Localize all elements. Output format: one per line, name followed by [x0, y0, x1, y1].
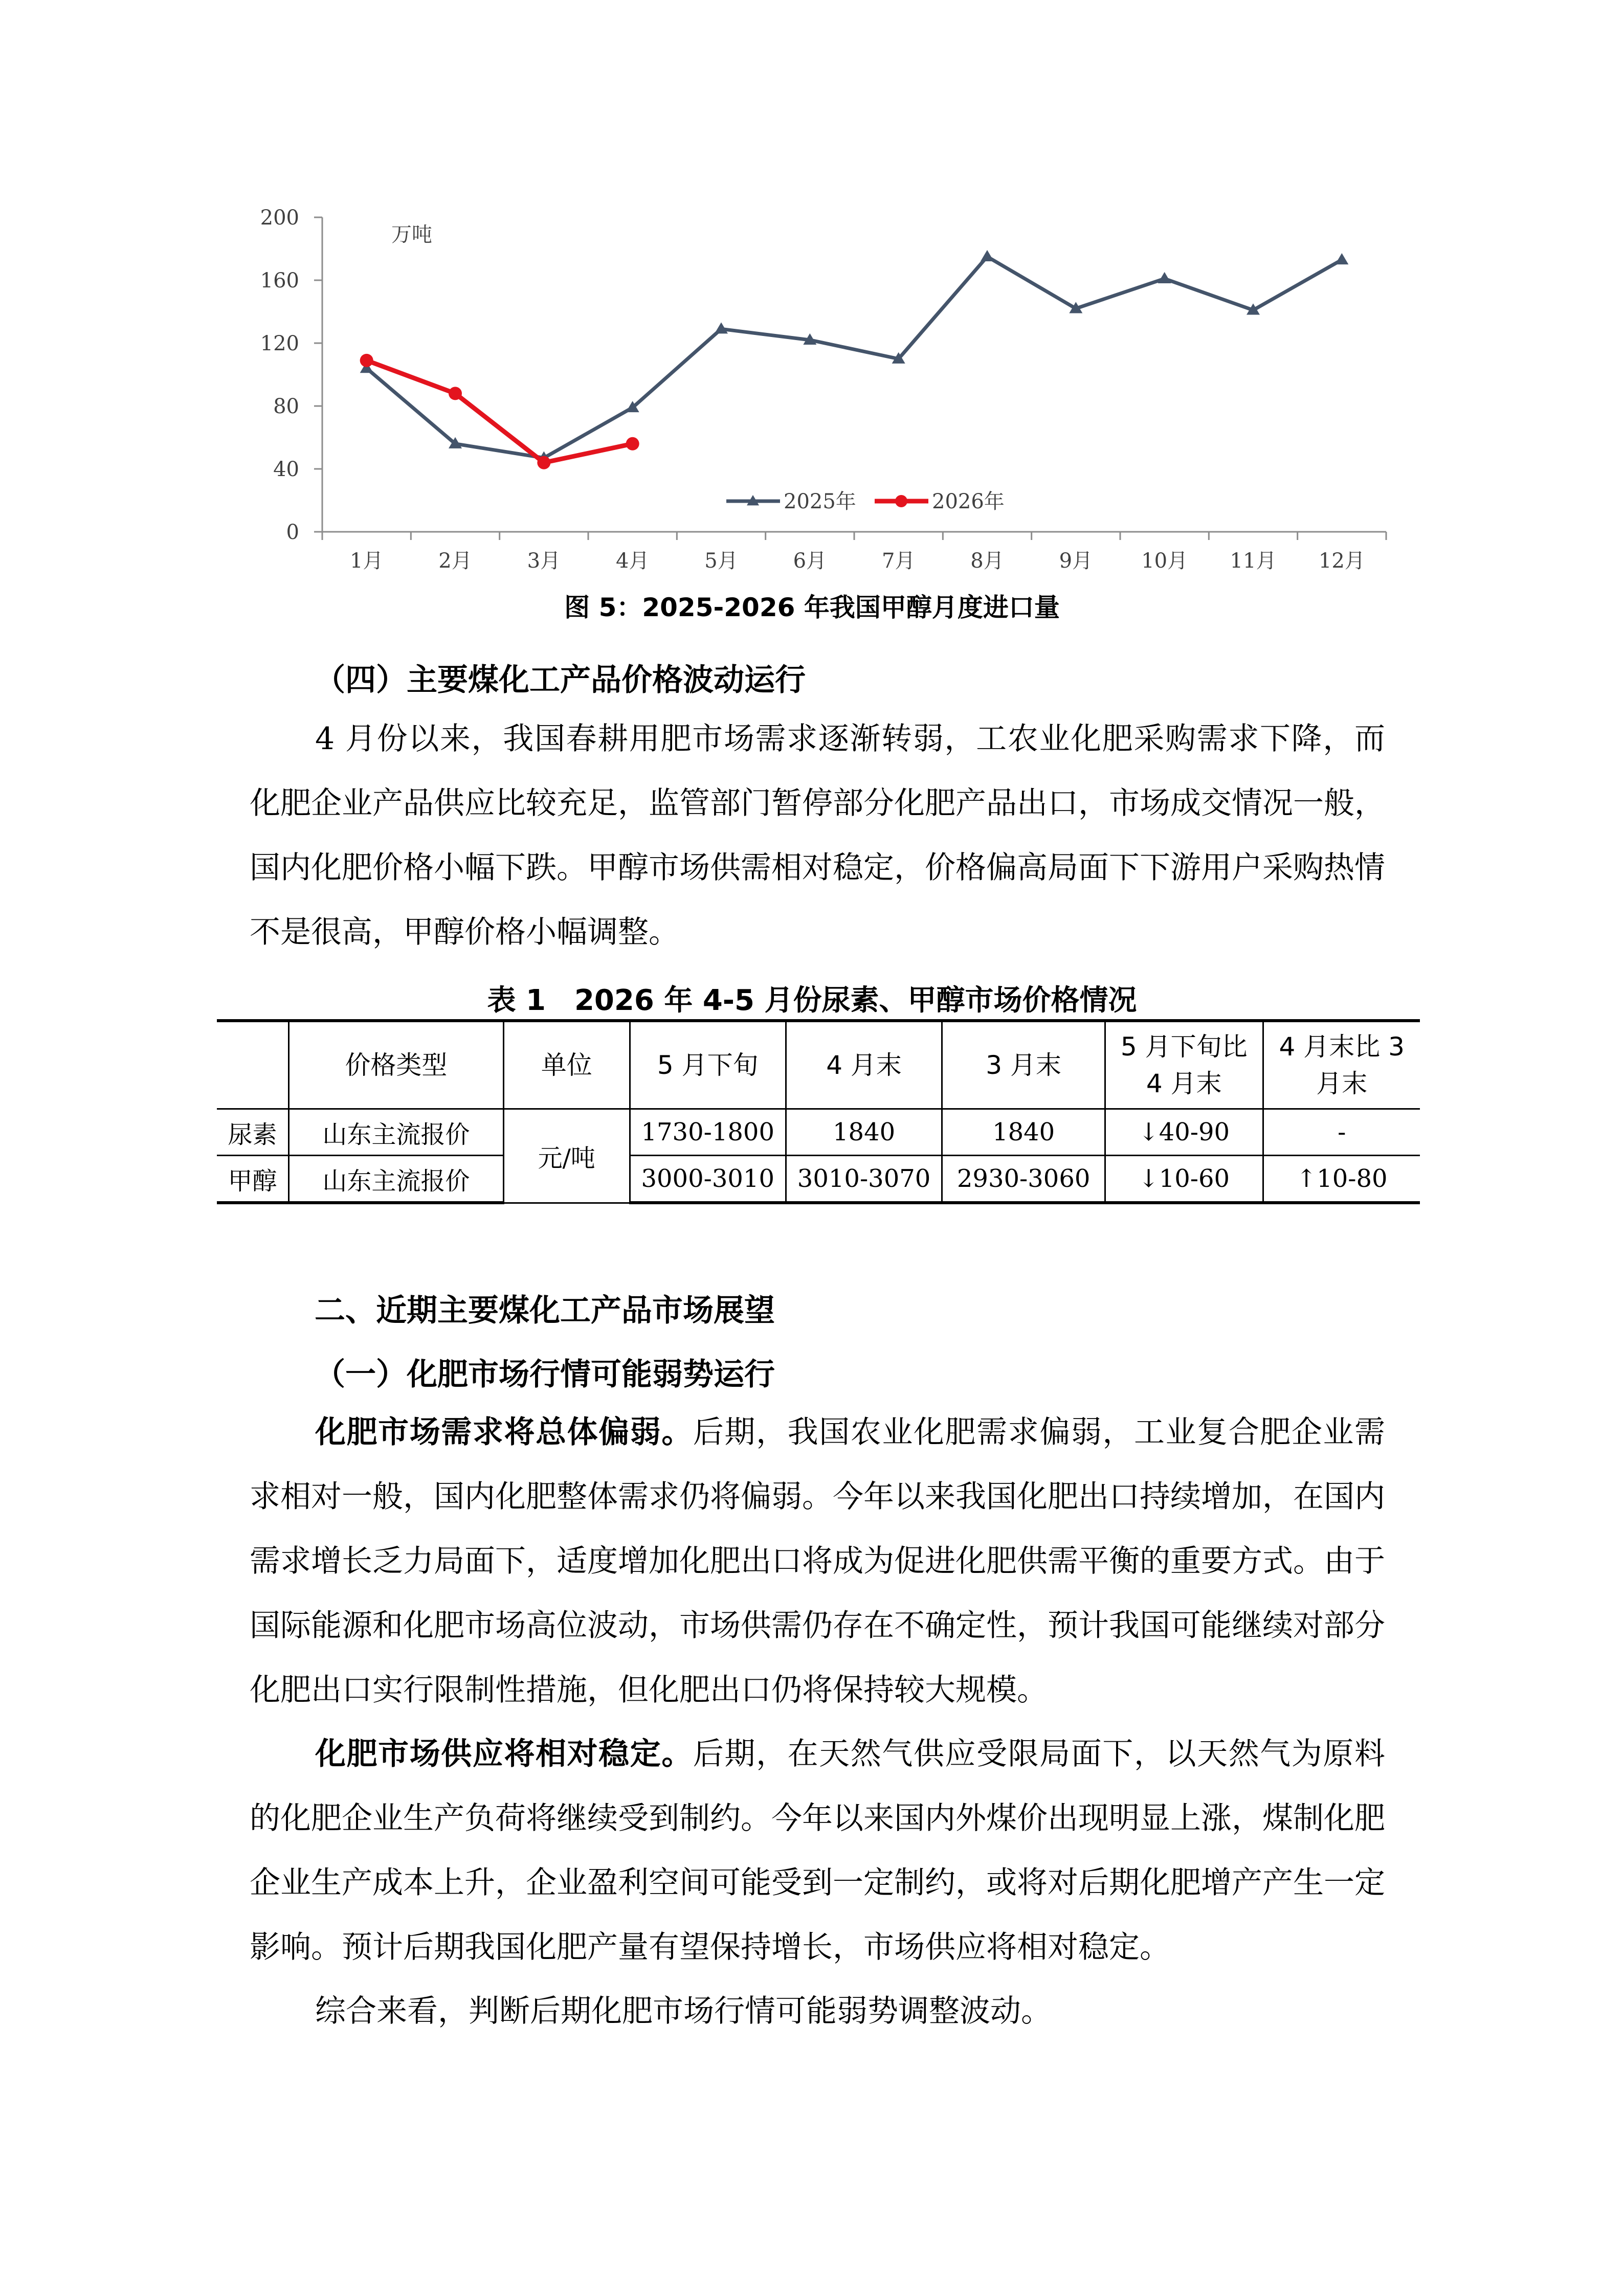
may-vs-apr-cell: ↓40-90: [1105, 1109, 1263, 1156]
x-tick-label: 10月: [1141, 549, 1188, 573]
supply-paragraph: [250, 1722, 1385, 1979]
end-mar-cell: 2930-3060: [942, 1156, 1105, 1203]
x-tick-label: 5月: [704, 549, 738, 573]
legend-label: 2025年: [784, 490, 856, 513]
apr-vs-mar-cell: -: [1263, 1109, 1420, 1156]
data-point: [981, 250, 994, 261]
data-point: [537, 456, 550, 469]
header-late-may: 5 月下旬: [630, 1021, 786, 1109]
x-axis: [322, 532, 1386, 573]
late-may-cell: 3000-3010: [630, 1156, 786, 1203]
data-point: [895, 495, 907, 507]
y-tick-label: 120: [260, 332, 299, 355]
x-tick-label: 12月: [1318, 549, 1365, 573]
x-tick-label: 3月: [527, 549, 561, 573]
unit-cell: 元/吨: [503, 1109, 630, 1203]
demand-text: 后期，我国农业化肥需求偏弱，工业复合肥企业需求相对一般，国内化肥整体需求仍将偏弱。今年以来我国化肥出口持续增加，在国内需求增长乏力局面下，适度增加化肥出口将成为促进化肥供需平衡的重要方式。由于国际能源和化肥市场高位波动，市场供需仍存在不确定性，预计我国可能继续对部分化肥出口实行限制性措施，但化肥出口仍将保持较大规模。: [250, 1414, 1386, 1708]
summary-paragraph: 综合来看，判断后期化肥市场行情可能弱势调整波动。: [315, 1993, 1052, 2029]
may-vs-apr-cell: ↓10-60: [1105, 1156, 1263, 1203]
y-axis: [260, 206, 322, 544]
demand-lead: 化肥市场需求将总体偏弱。: [315, 1414, 693, 1450]
legend-label: 2026年: [932, 490, 1005, 513]
late-may-cell: 1730-1800: [630, 1109, 786, 1156]
supply-lead: 化肥市场供应将相对稳定。: [315, 1736, 693, 1772]
table-title: 表 1 2026 年 4-5 月份尿素、甲醇市场价格情况: [487, 984, 1137, 1017]
section4-paragraph: 4 月份以来，我国春耕用肥市场需求逐渐转弱，工农业化肥采购需求下降，而化肥企业产品供应比较充足，监管部门暂停部分化肥产品出口，市场成交情况一般，国内化肥价格小幅下跌。甲醇市场供需相对稳定，价格偏高局面下下游用户采购热情不是很高，甲醇价格小幅调整。: [250, 721, 1385, 950]
figure-caption: 图 5：2025-2026 年我国甲醇月度进口量: [564, 593, 1060, 622]
data-point: [626, 437, 639, 451]
header-price-type: 价格类型: [289, 1021, 504, 1109]
header-cell-blank: [217, 1021, 289, 1109]
table-row: [217, 1109, 1420, 1156]
product-cell: 甲醇: [217, 1156, 289, 1203]
end-apr-cell: 1840: [786, 1109, 942, 1156]
price-type-cell: 山东主流报价: [289, 1156, 504, 1203]
data-point: [1335, 253, 1348, 264]
series-layer: [360, 250, 1349, 469]
y-tick-label: 40: [273, 458, 299, 481]
header-end-apr: 4 月末: [786, 1021, 942, 1109]
chart-unit-label: 万吨: [391, 223, 432, 246]
x-tick-label: 6月: [793, 549, 827, 573]
x-tick-label: 8月: [970, 549, 1004, 573]
x-tick-label: 7月: [881, 549, 916, 573]
series-line-2025年: [367, 257, 1342, 458]
header-unit: 单位: [503, 1021, 630, 1109]
y-tick-label: 80: [273, 395, 299, 418]
methanol-import-chart: [215, 194, 1407, 603]
section4-heading: （四）主要煤化工产品价格波动运行: [315, 662, 806, 698]
table-row: [217, 1156, 1420, 1203]
data-point: [1158, 272, 1171, 283]
y-tick-label: 0: [286, 521, 299, 544]
data-point: [360, 354, 373, 367]
price-table: [217, 1019, 1420, 1204]
supply-text: 后期，在天然气供应受限局面下，以天然气为原料的化肥企业生产负荷将继续受到制约。今年以来国内外煤价出现明显上涨，煤制化肥企业生产成本上升，企业盈利空间可能受到一定制约，或将对后期化肥增产产生一定影响。预计后期我国化肥产量有望保持增长，市场供应将相对稳定。: [250, 1736, 1386, 1965]
header-may-vs-apr: 5 月下旬比 4 月末: [1105, 1021, 1263, 1109]
x-tick-label: 2月: [438, 549, 472, 573]
end-apr-cell: 3010-3070: [786, 1156, 942, 1203]
header-end-mar: 3 月末: [942, 1021, 1105, 1109]
series-line-2026年: [367, 361, 633, 463]
demand-paragraph: [250, 1400, 1385, 1722]
product-cell: 尿素: [217, 1109, 289, 1156]
apr-vs-mar-cell: ↑10-80: [1263, 1156, 1420, 1203]
table-header-row: [217, 1021, 1420, 1109]
x-tick-label: 9月: [1059, 549, 1093, 573]
part2-heading: 二、近期主要煤化工产品市场展望: [315, 1293, 775, 1329]
header-apr-vs-mar: 4 月末比 3 月末: [1263, 1021, 1420, 1109]
price-type-cell: 山东主流报价: [289, 1109, 504, 1156]
chart-legend: [726, 490, 1005, 513]
data-point: [449, 387, 462, 400]
x-tick-label: 11月: [1230, 549, 1277, 573]
y-tick-label: 200: [260, 206, 299, 230]
x-tick-label: 1月: [349, 549, 384, 573]
y-tick-label: 160: [260, 269, 299, 292]
end-mar-cell: 1840: [942, 1109, 1105, 1156]
part2-sub1-heading: （一）化肥市场行情可能弱势运行: [315, 1357, 775, 1392]
x-tick-label: 4月: [615, 549, 650, 573]
